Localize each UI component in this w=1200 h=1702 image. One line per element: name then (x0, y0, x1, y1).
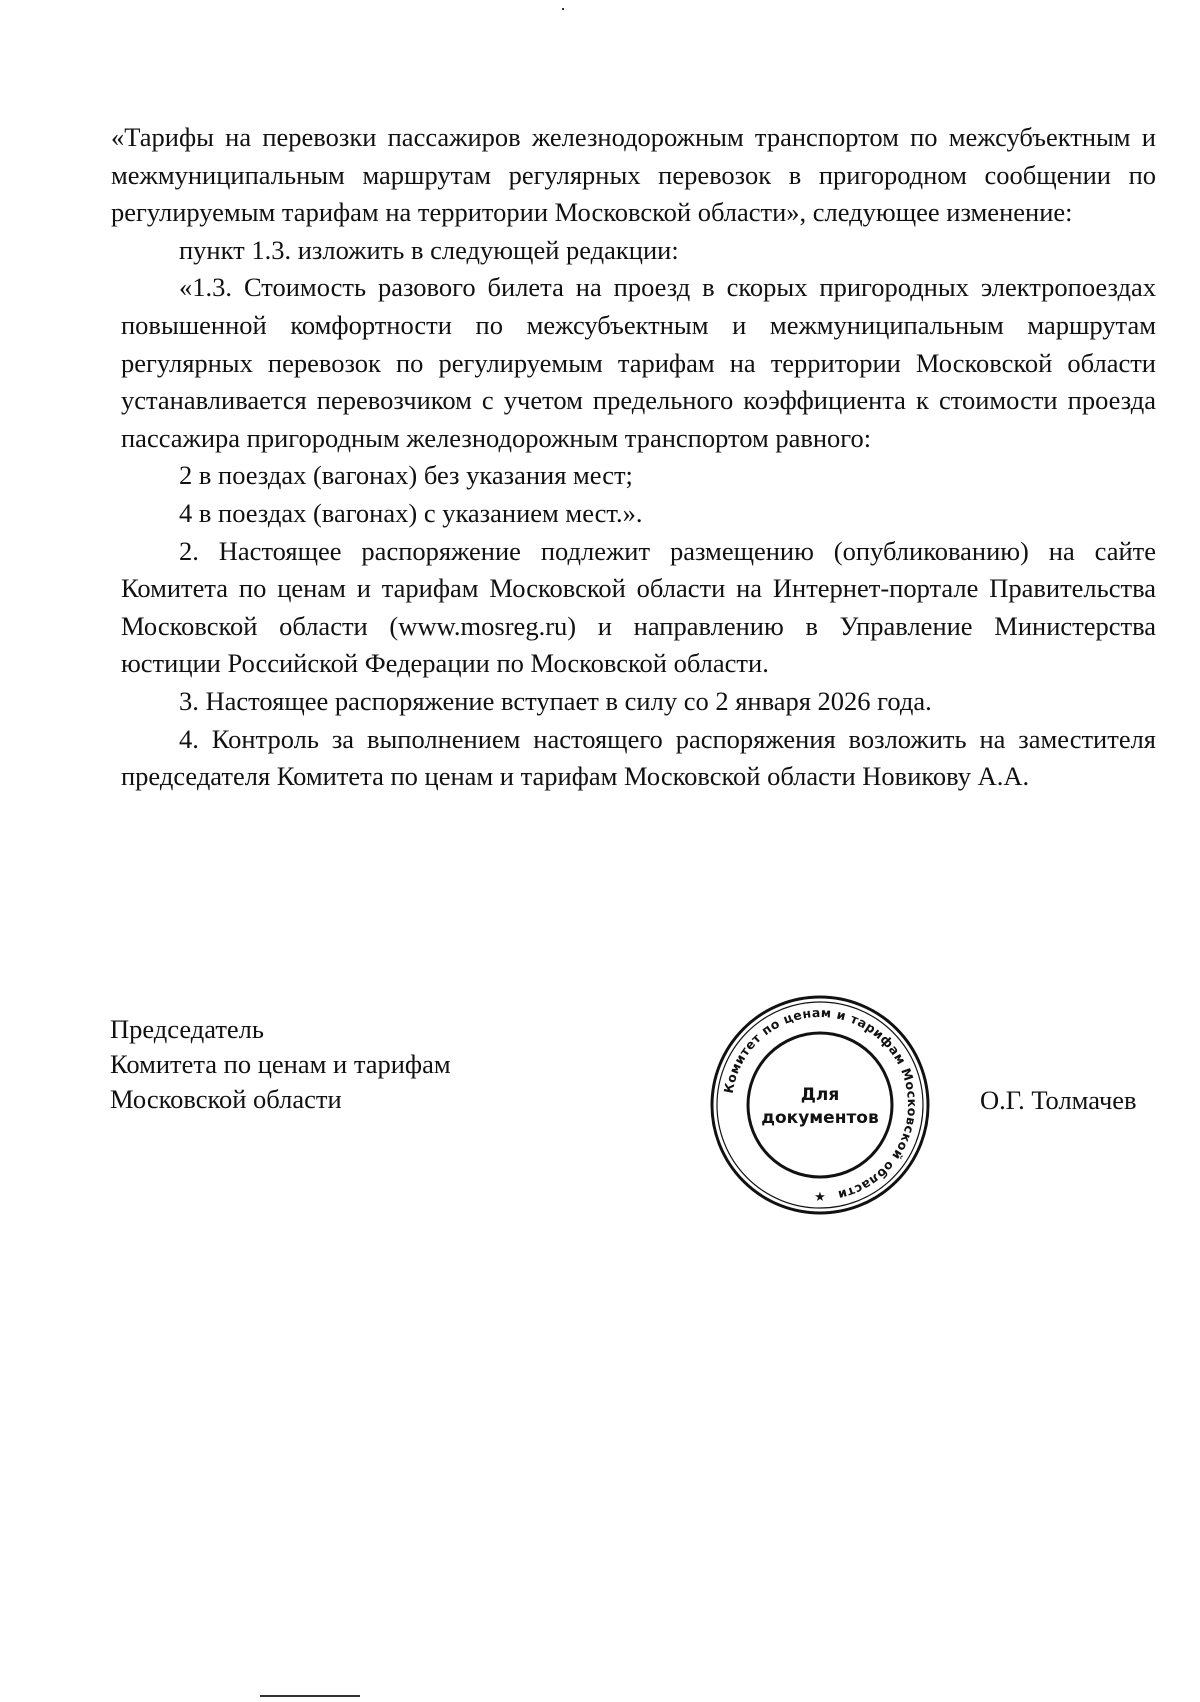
stamp-center-line-1: Для (800, 1085, 840, 1105)
paragraph-coefficient-without-seats: 2 в поездах (вагонах) без указания мест; (179, 460, 633, 491)
paragraph-tariffs-title: «Тарифы на перевозки пассажиров железнодорожным транспортом по межсубъектным и межмуниципальным маршрутам регулярных перевозок в пригородном сообщении по регулируемым тарифам на территории Московской области», следующее изменение: (111, 122, 1156, 228)
signatory-committee: Комитета по ценам и тарифам (110, 1049, 451, 1079)
paragraph-control: 4. Контроль за выполнением настоящего распоряжения возложить на заместителя председателя Комитета по ценам и тарифам Московской области Новикову А.А. (121, 723, 1156, 792)
scan-artifact-bottom (260, 1695, 360, 1697)
paragraph-coefficient-with-seats: 4 в поездах (вагонах) с указанием мест.». (179, 497, 643, 528)
signatory-position (110, 1012, 451, 1117)
signatory-title: Председатель (110, 1014, 264, 1044)
signatory-name: О.Г. Толмачев (980, 1085, 1137, 1115)
paragraph-publication: 2. Настоящее распоряжение подлежит размещению (опубликованию) на сайте Комитета по ценам и тарифам Московской области на Интернет-портале Правительства Московской области (www.mosreg.ru) и направлению в Управление Министерства юстиции Российской Федерации по Московской области. (121, 535, 1156, 679)
signatory-region: Московской области (110, 1084, 342, 1114)
stamp-center-line-2: документов (761, 1108, 879, 1128)
stamp-star-icon: ★ (814, 1189, 826, 1204)
paragraph-effective-date: 3. Настоящее распоряжение вступает в силу со 2 января 2026 года. (179, 685, 932, 716)
scan-artifact-top (562, 8, 564, 10)
paragraph-clause-1-3: «1.3. Стоимость разового билета на проезд в скорых пригородных электропоездах повышенной комфортности по межсубъектным и межмуниципальным маршрутам регулярных перевозок по регулируемым тарифам на территории Московской области устанавливается перевозчиком с учетом предельного коэффициента к стоимости проезда пассажира пригородным железнодорожным транспортом равного: (121, 272, 1156, 453)
document-body (111, 119, 1156, 796)
official-stamp (708, 993, 932, 1217)
stamp-ring-text: Комитет по ценам и тарифам Московской области (720, 1004, 921, 1204)
stamp-seal-icon (708, 993, 932, 1217)
paragraph-amendment-intro: пункт 1.3. изложить в следующей редакции: (179, 234, 679, 265)
